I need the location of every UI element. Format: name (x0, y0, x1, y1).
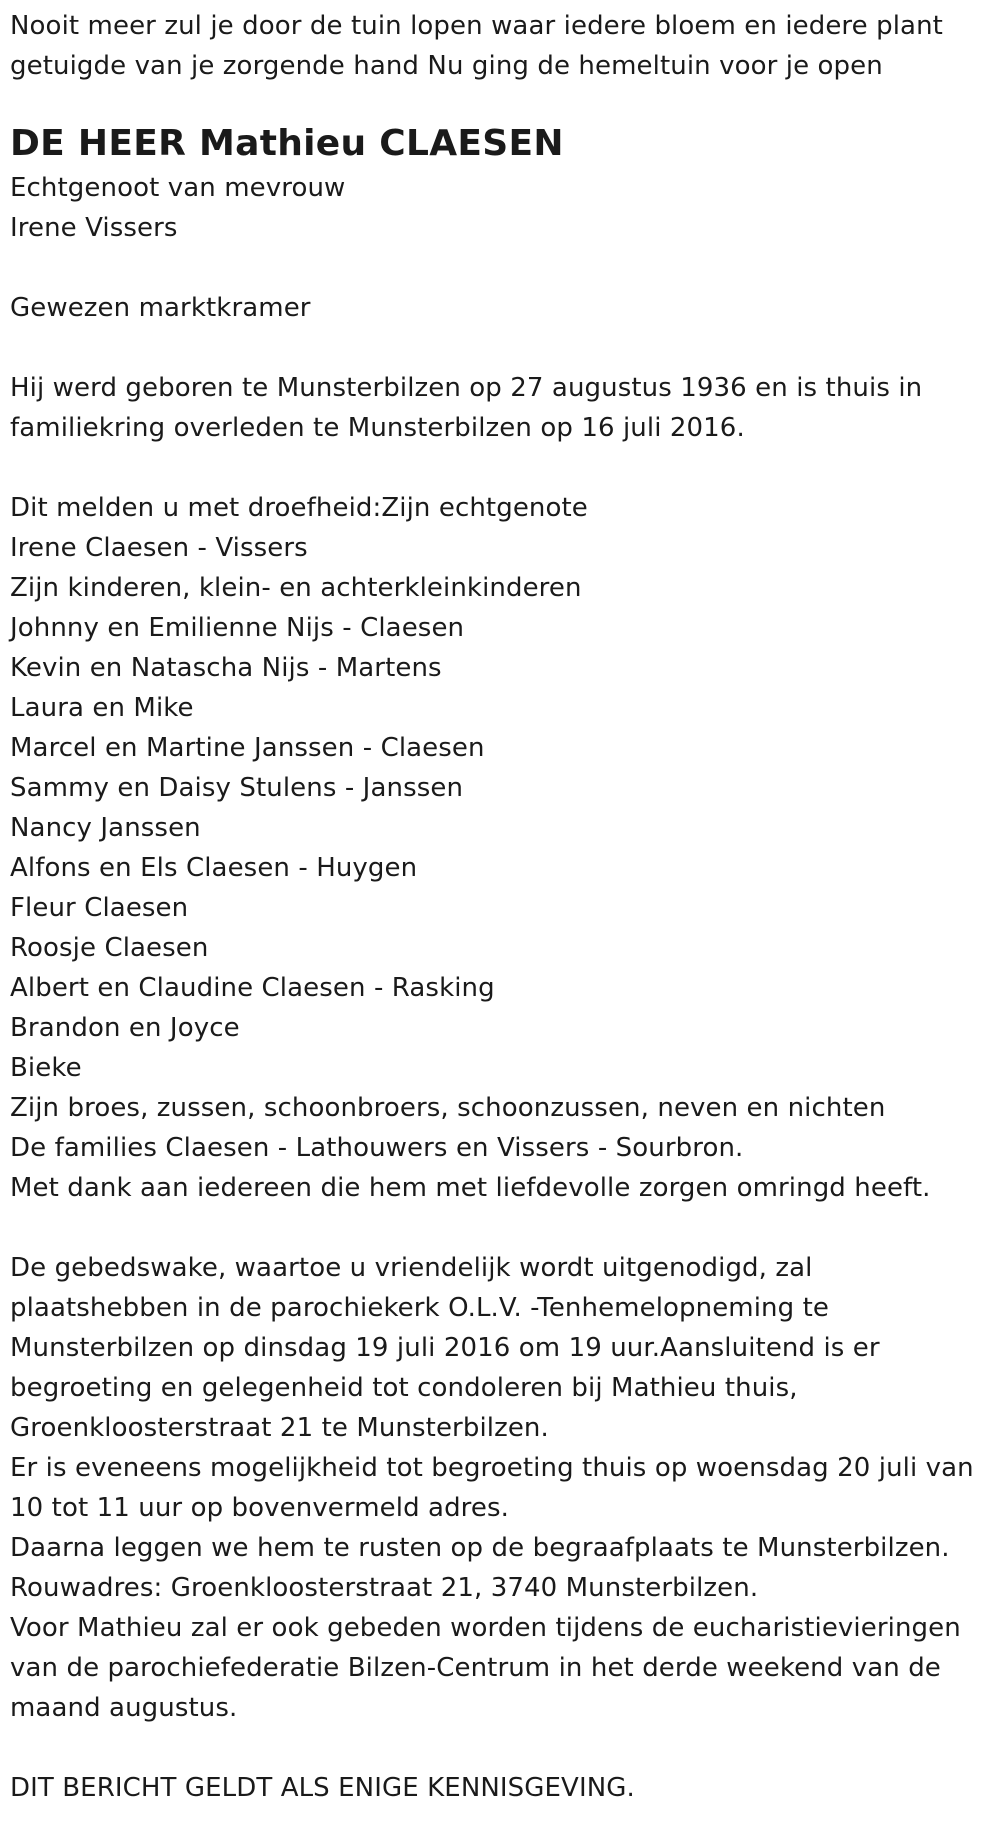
ceremony-line: Voor Mathieu zal er ook gebeden worden tijdens de eucharistievieringen (10, 1613, 961, 1643)
ceremony-line: plaatshebben in de parochiekerk O.L.V. -Tenhemelopneming te (10, 1293, 829, 1323)
family-line: Alfons en Els Claesen - Huygen (10, 853, 418, 883)
ceremony-line: Rouwadres: Groenkloosterstraat 21, 3740 Munsterbilzen. (10, 1573, 759, 1603)
spacer (10, 248, 995, 288)
family-line: Bieke (10, 1053, 82, 1083)
spacer (10, 448, 995, 488)
family-line: Fleur Claesen (10, 893, 189, 923)
family-line: Met dank aan iedereen die hem met liefdevolle zorgen omringd heeft. (10, 1173, 931, 1203)
family-line: Nancy Janssen (10, 813, 201, 843)
ceremony-line: Munsterbilzen op dinsdag 19 juli 2016 om 19 uur.Aansluitend is er (10, 1333, 880, 1363)
family-line: Brandon en Joyce (10, 1013, 240, 1043)
family-line: Sammy en Daisy Stulens - Janssen (10, 773, 464, 803)
ceremony-line: begroeting en gelegenheid tot condoleren bij Mathieu thuis, (10, 1373, 798, 1403)
spacer (10, 1728, 995, 1768)
spouse-line: Irene Vissers (10, 213, 178, 243)
family-line: Albert en Claudine Claesen - Rasking (10, 973, 495, 1003)
ceremony-line: De gebedswake, waartoe u vriendelijk wordt uitgenodigd, zal (10, 1253, 813, 1283)
birth-death-block (10, 368, 995, 448)
ceremony-line: van de parochiefederatie Bilzen-Centrum in het derde weekend van de (10, 1653, 941, 1683)
family-line: Roosje Claesen (10, 933, 209, 963)
family-line: Zijn broes, zussen, schoonbroers, schoonzussen, neven en nichten (10, 1093, 886, 1123)
spouse-line: Echtgenoot van mevrouw (10, 173, 346, 203)
ceremony-line: maand augustus. (10, 1693, 238, 1723)
family-line: Dit melden u met droefheid:Zijn echtgenote (10, 493, 588, 523)
notice-footer: DIT BERICHT GELDT ALS ENIGE KENNISGEVING. (10, 1773, 635, 1803)
birth-death-line: Hij werd geboren te Munsterbilzen op 27 augustus 1936 en is thuis in (10, 373, 923, 403)
ceremony-line: Groenkloosterstraat 21 te Munsterbilzen. (10, 1413, 549, 1443)
occupation: Gewezen marktkramer (10, 293, 311, 323)
ceremony-line: 10 tot 11 uur op bovenvermeld adres. (10, 1493, 510, 1523)
spacer (10, 328, 995, 368)
verse-line: getuigde van je zorgende hand Nu ging de hemeltuin voor je open (10, 51, 883, 81)
spacer (10, 1208, 995, 1248)
family-block (10, 488, 995, 1208)
family-line: Laura en Mike (10, 693, 194, 723)
family-line: De families Claesen - Lathouwers en Vissers - Sourbron. (10, 1133, 744, 1163)
spouse-block (10, 168, 995, 248)
ceremony-line: Daarna leggen we hem te rusten op de begraafplaats te Munsterbilzen. (10, 1533, 950, 1563)
ceremony-line: Er is eveneens mogelijkheid tot begroeting thuis op woensdag 20 juli van (10, 1453, 974, 1483)
birth-death-line: familiekring overleden te Munsterbilzen op 16 juli 2016. (10, 413, 745, 443)
deceased-name: DE HEER Mathieu CLAESEN (10, 123, 564, 164)
family-line: Zijn kinderen, klein- en achterkleinkinderen (10, 573, 582, 603)
verse-block (10, 6, 995, 86)
family-line: Marcel en Martine Janssen - Claesen (10, 733, 485, 763)
obituary-notice (10, 6, 995, 1808)
ceremony-block (10, 1248, 995, 1728)
family-line: Johnny en Emilienne Nijs - Claesen (10, 613, 465, 643)
family-line: Kevin en Natascha Nijs - Martens (10, 653, 442, 683)
verse-line: Nooit meer zul je door de tuin lopen waar iedere bloem en iedere plant (10, 11, 943, 41)
family-line: Irene Claesen - Vissers (10, 533, 308, 563)
